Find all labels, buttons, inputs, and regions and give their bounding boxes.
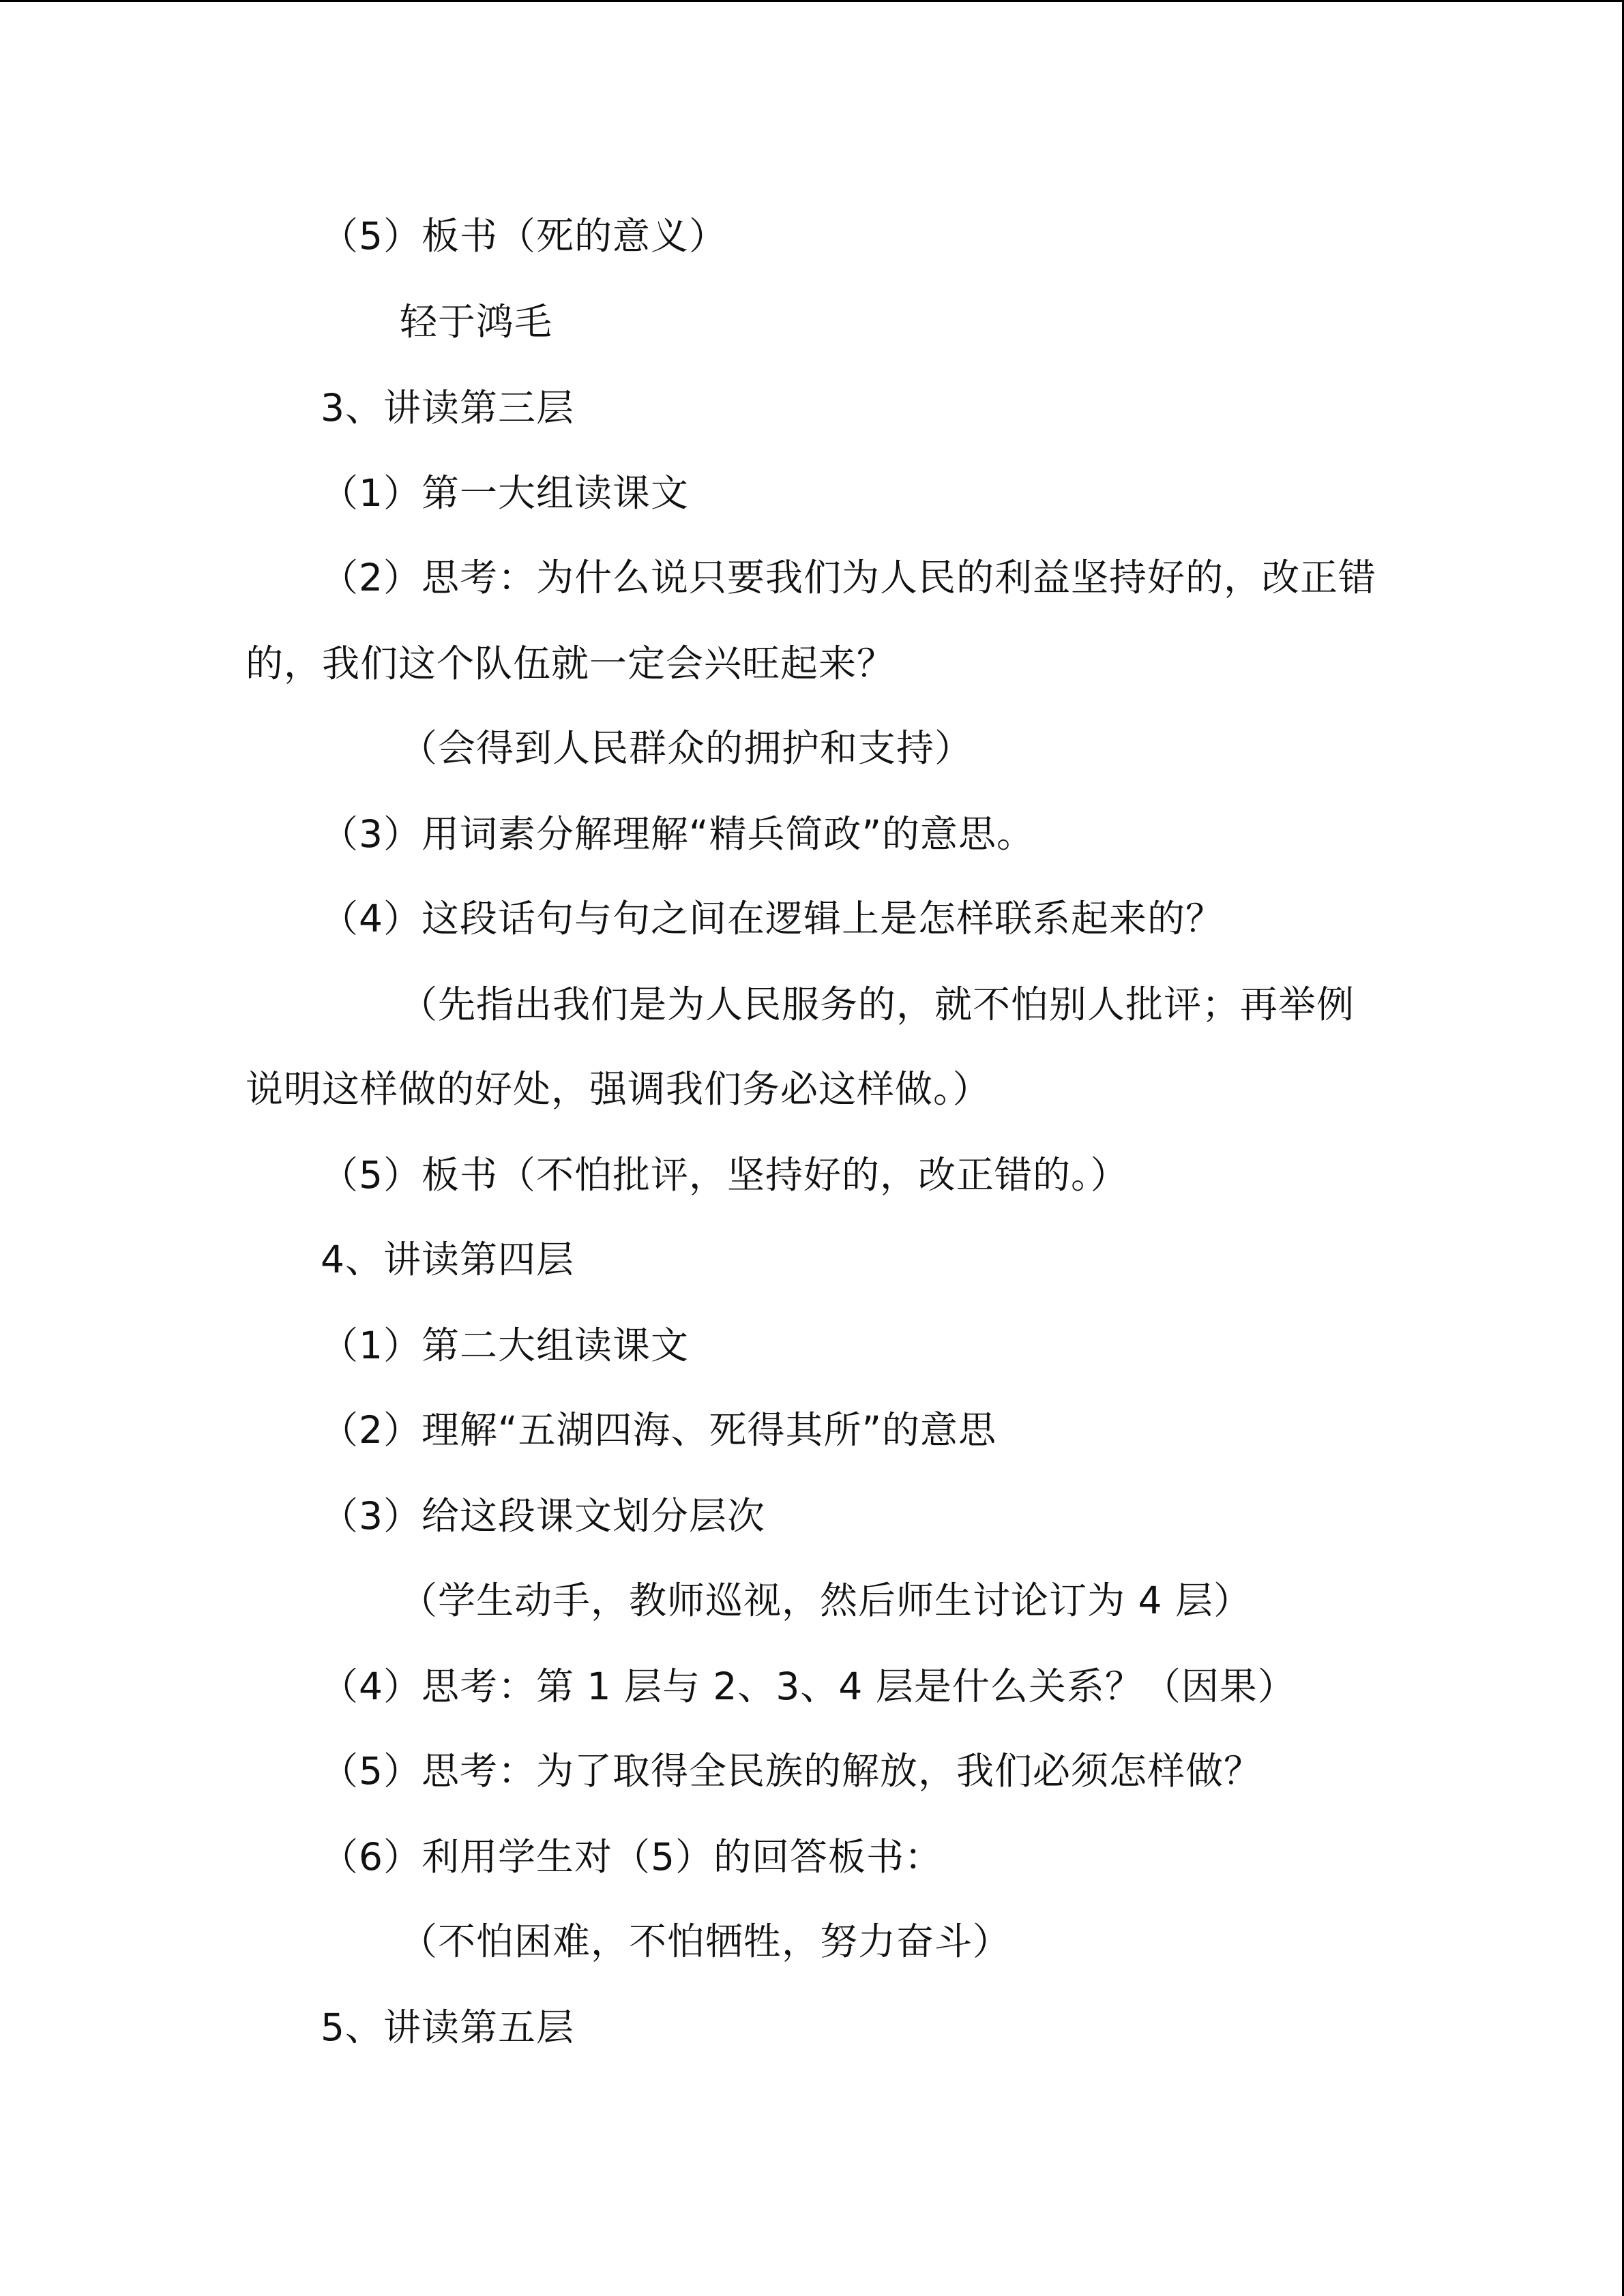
text-line: （4）这段话句与句之间在逻辑上是怎样联系起来的？ [321,897,1224,940]
text-line: （2）理解“五湖四海、死得其所”的意思 [321,1408,996,1452]
text-line: 轻于鸿毛 [400,300,553,344]
text-line: （5）思考：为了取得全民族的解放，我们必须怎样做？ [321,1749,1262,1793]
text-line: （1）第一大组读课文 [321,471,689,515]
text-line: （6）利用学生对（5）的回答板书： [321,1835,943,1879]
section-heading: 5、讲读第五层 [321,2006,574,2049]
text-line: （5）板书（死的意义） [321,214,727,258]
text-line: （会得到人民群众的拥护和支持） [400,726,973,770]
section-heading: 4、讲读第四层 [321,1238,574,1281]
section-heading: 3、讲读第三层 [321,386,574,430]
text-line: （3）给这段课文划分层次 [321,1494,765,1538]
text-line: （不怕困难，不怕牺牲，努力奋斗） [400,1920,1012,1963]
text-line: （3）用词素分解理解“精兵简政”的意思。 [321,812,1035,856]
text-line: 说明这样做的好处，强调我们务必这样做。） [246,1067,991,1111]
text-line: （学生动手，教师巡视，然后师生讨论订为 4 层） [400,1579,1252,1622]
text-line: （先指出我们是为人民服务的，就不怕别人批评；再举例 [400,983,1355,1026]
text-line: （1）第二大组读课文 [321,1324,689,1367]
text-line: （4）思考：第 1 层与 2、3、4 层是什么关系？（因果） [321,1665,1296,1708]
page-border-top [0,0,1624,2]
text-line: （2）思考：为什么说只要我们为人民的利益坚持好的，改正错 [321,556,1376,599]
text-line: 的，我们这个队伍就一定会兴旺起来？ [246,642,896,685]
text-line: （5）板书（不怕批评，坚持好的，改正错的。） [321,1153,1129,1197]
